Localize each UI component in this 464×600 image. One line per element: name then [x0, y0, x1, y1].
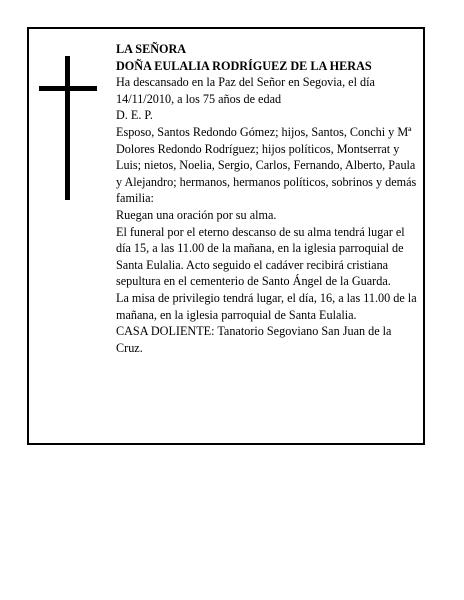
- funeral-details: El funeral por el eterno descanso de su alma tendrá lugar el día 15, a las 11.00 de la mañana, en la iglesia parroquial de Santa Eulalia. Acto seguido el cadáver recibirá cristiana sepultura en el cementerio de Santo Ángel de la Guarda.: [116, 224, 405, 289]
- cross-icon: [39, 56, 97, 200]
- deceased-name: DOÑA EULALIA RODRÍGUEZ DE LA HERAS: [116, 58, 372, 73]
- obituary-text: [116, 41, 418, 356]
- prayer-request: Ruegan una oración por su alma.: [116, 207, 277, 222]
- obituary-frame: [27, 27, 425, 445]
- death-announcement: Ha descansado en la Paz del Señor en Segovia, el día 14/11/2010, a los 75 años de edad: [116, 75, 375, 106]
- family-list: Esposo, Santos Redondo Gómez; hijos, Santos, Conchi y Mª Dolores Redondo Rodríguez; hijos políticos, Montserrat y Luis; nietos, Noelia, Sergio, Carlos, Fernando, Alberto, Paula y Alejandro; hermanos, hermanos políticos, sobrinos y demás familia:: [116, 124, 417, 206]
- dep-line: D. E. P.: [116, 108, 153, 123]
- mass-details: La misa de privilegio tendrá lugar, el día, 16, a las 11.00 de la mañana, en la iglesia parroquial de Santa Eulalia.: [116, 290, 417, 322]
- cross-vertical-bar: [65, 56, 70, 200]
- notice-heading: LA SEÑORA: [116, 42, 187, 56]
- casa-doliente: CASA DOLIENTE: Tanatorio Segoviano San Juan de la Cruz.: [116, 324, 392, 355]
- cross-horizontal-bar: [39, 86, 97, 91]
